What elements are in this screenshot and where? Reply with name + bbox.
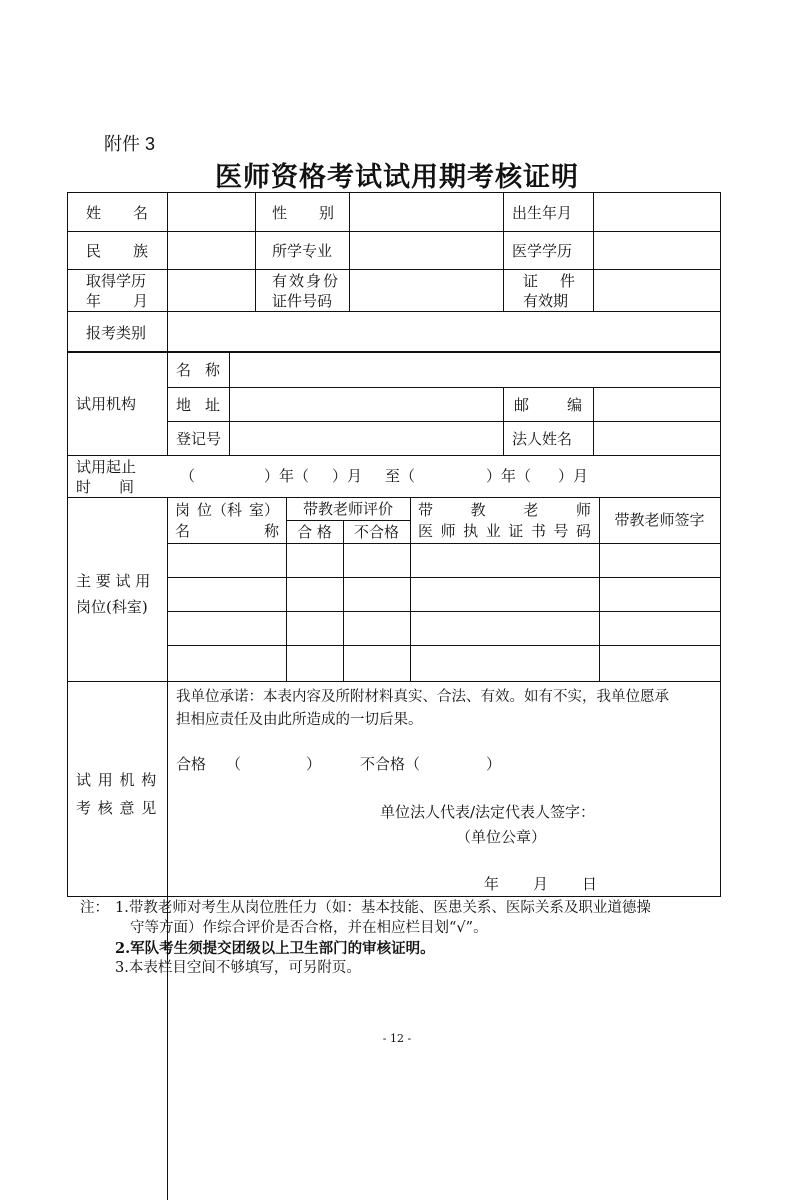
id-number-field[interactable] — [357, 275, 497, 307]
label-medical-degree: 医学学历 — [512, 242, 573, 260]
label-org-address: 地 址 — [176, 396, 220, 414]
label-fail: 不合格 — [353, 523, 399, 541]
promise-line2: 担相应责任及由此所造成的一切后果。 — [176, 712, 423, 728]
note-1-line1: 1.带教老师对考生从岗位胜任力（如：基本技能、医患关系、医际关系及职业道德操 — [115, 900, 651, 916]
post-row-1-dept[interactable] — [169, 545, 284, 575]
label-trial-time-line1: 试用起止 — [76, 458, 137, 476]
post-row-2-dept[interactable] — [169, 579, 284, 609]
label-id-line1: 有效身份 — [272, 272, 341, 290]
label-cert-valid-line2: 有效期 — [523, 292, 569, 310]
label-gender: 性 别 — [272, 204, 334, 222]
label-degree-time-line2: 年 月 — [86, 292, 148, 310]
label-registration-no: 登记号 — [176, 430, 222, 448]
degree-time-field[interactable] — [175, 275, 249, 307]
org-address-field[interactable] — [237, 391, 497, 417]
label-postcode: 邮 编 — [514, 396, 582, 414]
birth-field[interactable] — [601, 198, 713, 226]
note-2: 2.军队考生须提交团级以上卫生部门的审核证明。 — [115, 940, 435, 957]
name-field[interactable] — [175, 198, 249, 226]
org-name-field[interactable] — [237, 356, 713, 384]
label-name: 姓 名 — [86, 204, 148, 222]
label-teacher-cert-line1: 带 教 老 师 — [418, 501, 591, 519]
label-major: 所学专业 — [272, 242, 333, 260]
page-number: - 12 - — [382, 1032, 412, 1045]
assessment-pass[interactable]: 合格 （ ） — [176, 755, 322, 773]
gender-field[interactable] — [357, 198, 497, 226]
seal-label: （单位公章） — [456, 828, 547, 846]
assessment-form: 姓 名 性 别 出生年月 民 族 所学专业 医学学历 取得学历 年 月 有效身份 证件号码 证 件 有效期 报考类别 试用机构 名 称 地 址 邮 编 登记号 法人姓名 试用起止 时 间 （ ）年（ ）月 至（ ）年（ ）月 主 要 试 用 岗位(科室) 岗 位（科 室） 名 称 带教老师评价 合 格 不合格 带 教 老 师 医 师 执 业 证 书 号 码 带教老师签字 试 用 机 构 考 核 意 见 我单位承诺：本表内容及所附材料真实、合法、有效。如有不实，我单位愿承 担相应责任及由此所造成的一切后果。 合格 （ ） 不合格（ ） 单位法人代表/法定代表人签字： （单位公章） 年 月 日 — [67, 192, 721, 897]
cert-valid-field[interactable] — [601, 275, 713, 307]
notes-prefix: 注： — [80, 900, 109, 916]
label-teacher-cert-line2: 医 师 执 业 证 书 号 码 — [418, 522, 591, 540]
label-exam-category: 报考类别 — [86, 324, 147, 342]
ethnicity-field[interactable] — [175, 236, 249, 264]
post-row-3-dept[interactable] — [169, 613, 284, 643]
page-title: 医师资格考试试用期考核证明 — [215, 162, 579, 193]
major-field[interactable] — [357, 236, 497, 264]
label-org-name: 名 称 — [176, 361, 220, 379]
label-post-dept-line1: 岗 位（科 室） — [175, 501, 279, 519]
note-3: 3.本表栏目空间不够填写，可另附页。 — [115, 960, 361, 976]
label-birth: 出生年月 — [512, 204, 573, 222]
label-trial-org: 试用机构 — [76, 395, 137, 413]
label-trial-time-line2: 时 间 — [76, 478, 134, 496]
label-cert-valid-line1: 证 件 — [523, 272, 575, 290]
postcode-field[interactable] — [601, 391, 713, 417]
exam-category-field[interactable] — [175, 317, 713, 345]
label-assessment-line2: 考 核 意 见 — [76, 799, 158, 817]
registration-no-field[interactable] — [237, 425, 497, 451]
label-ethnicity: 民 族 — [86, 242, 148, 260]
label-degree-time-line1: 取得学历 — [86, 272, 147, 290]
promise-line1: 我单位承诺：本表内容及所附材料真实、合法、有效。如有不实，我单位愿承 — [176, 689, 669, 705]
legal-person-field[interactable] — [601, 425, 713, 451]
label-main-post-line2: 岗位(科室) — [76, 598, 148, 616]
label-assessment-line1: 试 用 机 构 — [76, 771, 158, 789]
label-pass: 合 格 — [297, 523, 332, 541]
signature-label: 单位法人代表/法定代表人签字： — [380, 803, 596, 821]
medical-degree-field[interactable] — [601, 236, 713, 264]
post-row-4-dept[interactable] — [169, 647, 284, 679]
label-id-line2: 证件号码 — [272, 292, 333, 310]
note-1-line2: 守等方面）作综合评价是否合格，并在相应栏目划“√”。 — [130, 920, 488, 936]
label-teacher-eval: 带教老师评价 — [302, 500, 393, 518]
assessment-fail[interactable]: 不合格（ ） — [360, 755, 502, 773]
label-post-dept-line2: 名 称 — [175, 522, 279, 540]
attachment-label: 附件 3 — [104, 134, 156, 154]
label-teacher-sign: 带教老师签字 — [614, 511, 705, 529]
label-legal-person: 法人姓名 — [512, 430, 573, 448]
label-main-post-line1: 主 要 试 用 — [76, 572, 151, 590]
